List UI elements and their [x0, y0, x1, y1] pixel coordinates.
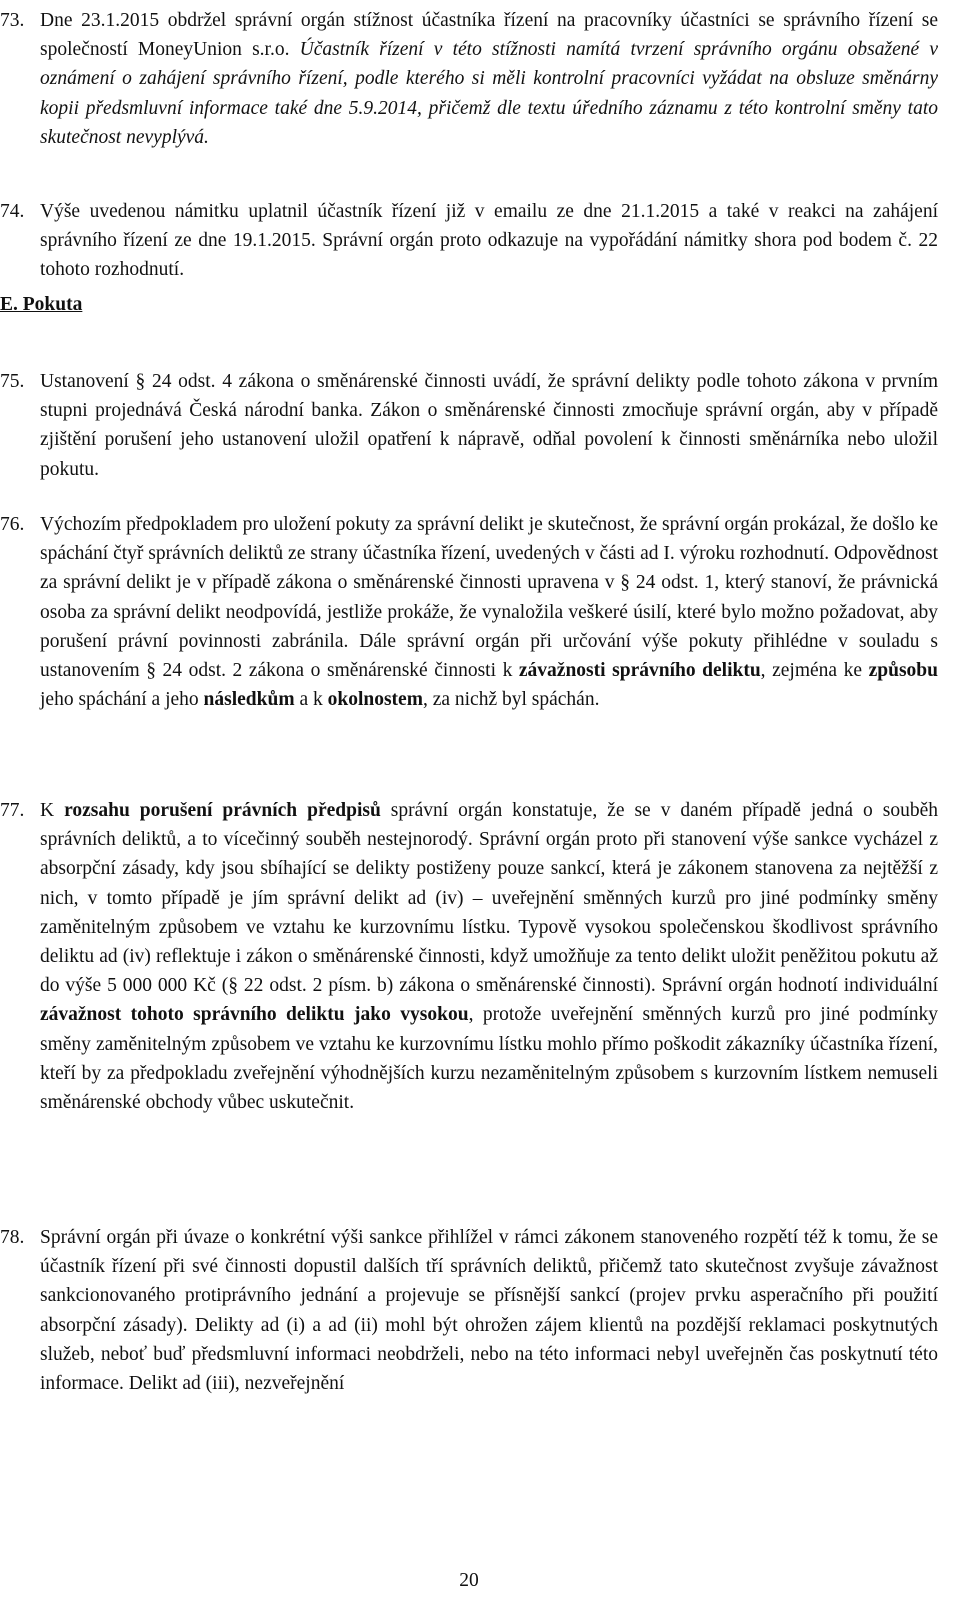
bold-run: okolnostem [327, 689, 423, 711]
paragraph-lead: Dne 23.1.2015 obdržel správní orgán stížnost účastníka řízení na pracovníky účastníci se správního řízení se společností MoneyUnion s.r.o. [40, 10, 938, 61]
paragraph-73 [0, 6, 938, 152]
paragraph-body: Správní orgán při úvaze o konkrétní výši sankce přihlížel v rámci zákonem stanoveného rozpětí též k tomu, že se účastník řízení při své činnosti dopustil dalších tří správních deliktů, přičemž tato skutečnost zvyšuje závažnost sankcionovaného protiprávního jednání a projevuje se přísnější sankcí (projev prvku asperačního při použití absorpční zásady). Delikty ad (i) a ad (ii) mohl být ohrožen zájem klientů na pozdější reklamaci poskytnutých služeb, neboť buď předsmluvní informaci neobdrželi, nebo na této informaci nebyl uveřejněn čas poskytnutí této informace. Delikt ad (iii), nezveřejnění [40, 1227, 938, 1395]
paragraph-body: Výše uvedenou námitku uplatnil účastník řízení již v emailu ze dne 21.1.2015 a také v reakci na zahájení správního řízení ze dne 19.1.2015. Správní orgán proto odkazuje na vypořádání námitky shora pod bodem č. 22 tohoto rozhodnutí. [40, 201, 938, 281]
paragraph-body [40, 510, 938, 714]
bold-run: závažnost tohoto správního deliktu jako vysokou [40, 1004, 469, 1026]
paragraph-body [40, 6, 938, 152]
paragraph-74 [0, 197, 938, 285]
page-number: 20 [459, 1570, 479, 1591]
paragraph-78 [0, 1223, 938, 1398]
text-run: Výchozím předpokladem pro uložení pokuty za správní delikt je skutečnost, že správní orgán prokázal, že došlo ke spáchání čtyř správních deliktů ze strany účastníka řízení, uvedených v části ad I. výroku rozhodnutí. Odpovědnost za správní delikt je v případě zákona o směnárenské činnosti upravena v § 24 odst. 1, který stanoví, že právnická osoba za správní delikt neodpovídá, jestliže prokáže, že vynaložila veškeré úsilí, které bylo možno požadovat, aby porušení právní povinnosti zabránila. Dále správní orgán při určování výše pokuty přihlédne v souladu s ustanovením § 24 odst. 2 zákona o směnárenské činnosti k [40, 514, 938, 682]
paragraph-number: 77. [0, 800, 25, 821]
paragraph-number: 75. [0, 371, 25, 392]
paragraph-body: Ustanovení § 24 odst. 4 zákona o směnárenské činnosti uvádí, že správní delikty podle tohoto zákona v prvním stupni projednává Česká národní banka. Zákon o směnárenské činnosti zmocňuje správní orgán, aby v případě zjištění porušení jeho ustanovení uložil opatření k nápravě, odňal povolení k činnosti směnárníka nebo uložil pokutu. [40, 371, 938, 480]
paragraph-75 [0, 367, 938, 484]
paragraph-number: 73. [0, 10, 25, 31]
paragraph-text-italic: Účastník řízení v této stížnosti namítá tvrzení správního orgánu obsažené v oznámení o zahájení správního řízení, podle kterého si měli kontrolní pracovníci vyžádat na obsluze směnárny kopii předsmluvní informace také dne 5.9.2014, přičemž dle textu úředního záznamu z této kontrolní směny tato skutečnost nevyplývá. [40, 39, 938, 148]
text-run: , za nichž byl spáchán. [422, 689, 600, 711]
text-run: K [40, 800, 65, 821]
paragraph-number: 78. [0, 1227, 25, 1248]
bold-run: následkům [203, 689, 295, 711]
text-run: správní orgán konstatuje, že se v daném případě jedná o souběh správních deliktů, a to vícečinný souběh nestejnorodý. Správní orgán proto při stanovení výše sankce vycházel z absorpční zásady, kdy jsou sbíhající se delikty postiženy pouze sankcí, která je zákonem stanovena za nejtěžší z nich, v tomto případě je jím správní delikt ad (iv) – uveřejnění směnných kurzů pro jiné podmínky směny zaměnitelným způsobem ve vztahu ke kurzovnímu lístku. Typově vysokou společenskou škodlivost správního deliktu ad (iv) reflektuje i zákon o směnárenské činnosti, když umožňuje za tento delikt uložit peněžitou pokutu až do výše 5 000 000 Kč (§ 22 odst. 2 písm. b) zákona o směnárenské činnosti). Správní orgán hodnotí individuální [40, 800, 938, 997]
paragraph-77 [0, 796, 938, 1117]
paragraph-number: 74. [0, 201, 25, 222]
bold-run: rozsahu porušení právních předpisů [64, 800, 381, 821]
paragraph-number: 76. [0, 514, 25, 535]
text-run: , zejména ke [760, 660, 869, 682]
bold-run: závažnosti správního deliktu [518, 660, 761, 682]
text-run: jeho spáchání a jeho [40, 689, 204, 711]
section-heading: E. Pokuta [0, 294, 83, 315]
text-run: a k [294, 689, 328, 711]
paragraph-76 [0, 510, 938, 714]
text-run: , protože uveřejnění směnných kurzů pro jiné podmínky směny zaměnitelným způsobem ve vztahu ke kurzovnímu lístku mohlo přímo poškodit zákazníky účastníka řízení, kteří by za předpokladu zveřejnění výhodnějších kurzu nezaměnitelným způsobem s kurzovním lístkem nemuseli směnárenské obchody vůbec uskutečnit. [40, 1004, 938, 1114]
bold-run: způsobu [868, 660, 938, 682]
paragraph-body [40, 796, 938, 1117]
